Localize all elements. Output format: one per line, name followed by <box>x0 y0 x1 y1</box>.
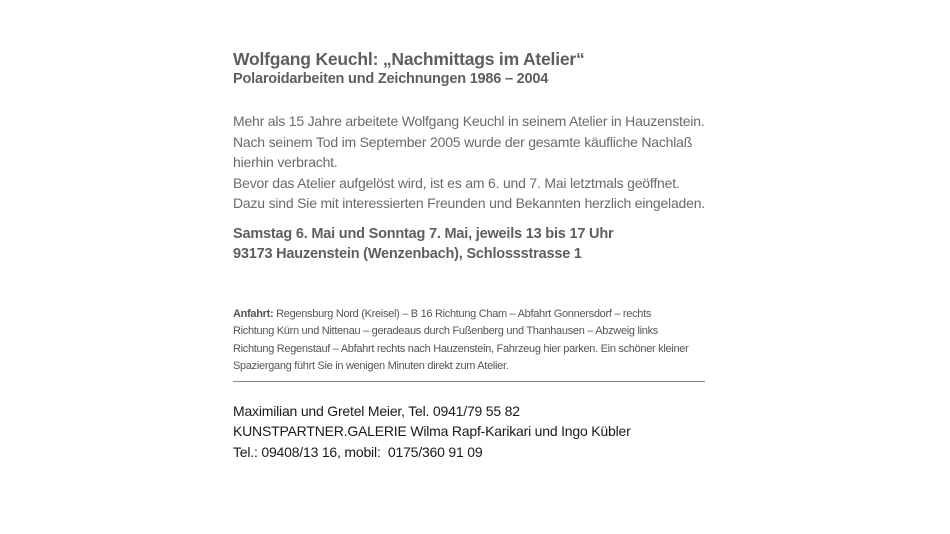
intro-line: Mehr als 15 Jahre arbeitete Wolfgang Keuchl in seinem Atelier in Hauzenstein. <box>233 113 705 129</box>
page-subtitle: Polaroidarbeiten und Zeichnungen 1986 – 2004 <box>233 71 549 87</box>
event-address: 93173 Hauzenstein (Wenzenbach), Schlossstrasse 1 <box>233 246 582 262</box>
event-date: Samstag 6. Mai und Sonntag 7. Mai, jeweils 13 bis 17 Uhr <box>233 225 614 242</box>
contact-line: KUNSTPARTNER.GALERIE Wilma Rapf-Karikari und Ingo Kübler <box>233 423 631 439</box>
directions-line: Richtung Kürn und Nittenau – geradeaus durch Fußenberg und Thanhausen – Abzweig links <box>233 325 658 337</box>
directions-text: Regensburg Nord (Kreisel) – B 16 Richtung Cham – Abfahrt Gonnersdorf – rechts <box>273 307 652 320</box>
event-details <box>233 224 733 265</box>
intro-line: Dazu sind Sie mit interessierten Freunden und Bekannten herzlich eingeladen. <box>233 195 705 211</box>
directions-label: Anfahrt: <box>233 307 274 320</box>
invitation-document <box>233 48 733 462</box>
intro-line: hierhin verbracht. <box>233 154 338 170</box>
directions-line <box>233 306 723 324</box>
horizontal-divider <box>233 381 705 382</box>
directions-line: Richtung Regenstauf – Abfahrt rechts nach Hauzenstein, Fahrzeug hier parken. Ein schöner kleiner <box>233 342 689 355</box>
contact-line: Maximilian und Gretel Meier, Tel. 0941/79 55 82 <box>233 402 520 419</box>
intro-paragraph <box>233 111 733 214</box>
contact-info <box>233 401 733 463</box>
contact-line: Tel.: 09408/13 16, mobil: 0175/360 91 09 <box>233 443 483 460</box>
page-title: Wolfgang Keuchl: „Nachmittags im Atelier“ <box>233 49 585 69</box>
directions-section <box>233 306 723 376</box>
directions-line: Spaziergang führt Sie in wenigen Minuten direkt zum Atelier. <box>233 360 509 372</box>
intro-line: Nach seinem Tod im September 2005 wurde der gesamte käufliche Nachlaß <box>233 133 693 150</box>
intro-line: Bevor das Atelier aufgelöst wird, ist es am 6. und 7. Mai letztmals geöffnet. <box>233 174 680 191</box>
